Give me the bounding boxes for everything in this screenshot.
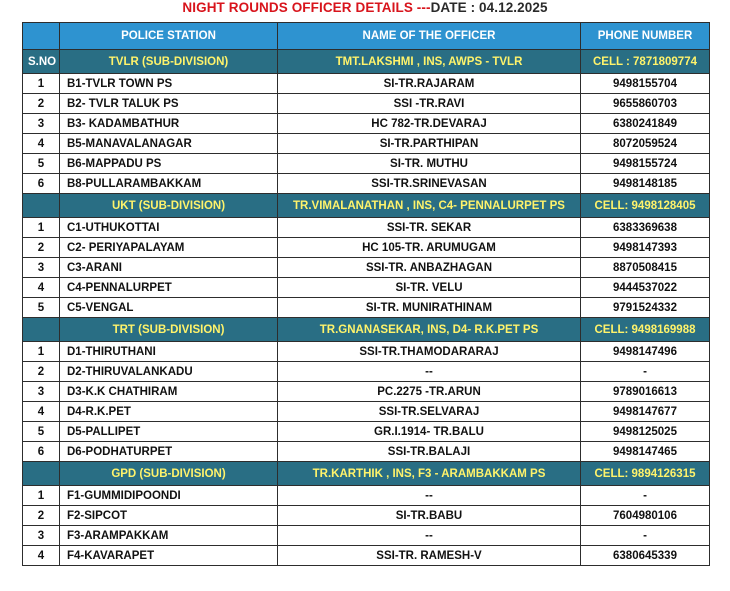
table-row — [23, 402, 710, 422]
table-row — [23, 114, 710, 134]
row-police-station: D3-K.K CHATHIRAM — [60, 382, 278, 402]
row-number: 3 — [23, 258, 60, 278]
table-row — [23, 154, 710, 174]
subdivision-cell: CELL : 7871809774 — [581, 50, 710, 74]
row-number: 2 — [23, 238, 60, 258]
subdivision-name: UKT (SUB-DIVISION) — [60, 194, 278, 218]
row-phone-number: 6380241849 — [581, 114, 710, 134]
row-police-station: B5-MANAVALANAGAR — [60, 134, 278, 154]
row-number: 5 — [23, 422, 60, 442]
row-number: 6 — [23, 174, 60, 194]
row-phone-number: 9498147465 — [581, 442, 710, 462]
page-title — [0, 0, 730, 18]
row-police-station: B2- TVLR TALUK PS — [60, 94, 278, 114]
row-officer-name: SSI-TR. SEKAR — [278, 218, 581, 238]
row-officer-name: SI-TR.BABU — [278, 506, 581, 526]
subdivision-officer: TR.GNANASEKAR, INS, D4- R.K.PET PS — [278, 318, 581, 342]
table-row — [23, 74, 710, 94]
subdivision-row — [23, 462, 710, 486]
row-phone-number: - — [581, 526, 710, 546]
subdivision-officer: TR.KARTHIK , INS, F3 - ARAMBAKKAM PS — [278, 462, 581, 486]
row-phone-number: 9498125025 — [581, 422, 710, 442]
table-row — [23, 546, 710, 566]
row-number: 2 — [23, 362, 60, 382]
row-phone-number: 9498155704 — [581, 74, 710, 94]
row-police-station: C3-ARANI — [60, 258, 278, 278]
row-police-station: B6-MAPPADU PS — [60, 154, 278, 174]
row-number: 5 — [23, 154, 60, 174]
subdivision-name: GPD (SUB-DIVISION) — [60, 462, 278, 486]
table-row — [23, 442, 710, 462]
table-row — [23, 422, 710, 442]
row-officer-name: SSI -TR.RAVI — [278, 94, 581, 114]
row-number: 5 — [23, 298, 60, 318]
table-row — [23, 258, 710, 278]
row-number: 4 — [23, 402, 60, 422]
row-number: 3 — [23, 382, 60, 402]
row-police-station: C2- PERIYAPALAYAM — [60, 238, 278, 258]
row-phone-number: 7604980106 — [581, 506, 710, 526]
row-officer-name: -- — [278, 486, 581, 506]
table-row — [23, 174, 710, 194]
table-row — [23, 506, 710, 526]
header-phone-number: PHONE NUMBER — [581, 23, 710, 50]
subdivision-cell: CELL: 9498128405 — [581, 194, 710, 218]
row-officer-name: SSI-TR.SELVARAJ — [278, 402, 581, 422]
table-row — [23, 362, 710, 382]
row-number: 4 — [23, 134, 60, 154]
row-police-station: F2-SIPCOT — [60, 506, 278, 526]
row-officer-name: SI-TR.RAJARAM — [278, 74, 581, 94]
row-phone-number: 9498148185 — [581, 174, 710, 194]
row-officer-name: -- — [278, 362, 581, 382]
table-row — [23, 134, 710, 154]
row-police-station: B3- KADAMBATHUR — [60, 114, 278, 134]
row-phone-number: 9498147393 — [581, 238, 710, 258]
subdivision-cell: CELL: 9894126315 — [581, 462, 710, 486]
table-row — [23, 218, 710, 238]
table-row — [23, 278, 710, 298]
subdivision-sno — [23, 194, 60, 218]
row-number: 2 — [23, 94, 60, 114]
row-officer-name: SI-TR. MUTHU — [278, 154, 581, 174]
row-police-station: D2-THIRUVALANKADU — [60, 362, 278, 382]
row-police-station: D5-PALLIPET — [60, 422, 278, 442]
row-phone-number: 9498147496 — [581, 342, 710, 362]
table-row — [23, 526, 710, 546]
row-phone-number: 9444537022 — [581, 278, 710, 298]
header-blank — [23, 23, 60, 50]
row-police-station: C4-PENNALURPET — [60, 278, 278, 298]
row-number: 2 — [23, 506, 60, 526]
row-officer-name: -- — [278, 526, 581, 546]
header-officer-name: NAME OF THE OFFICER — [278, 23, 581, 50]
row-officer-name: SI-TR.PARTHIPAN — [278, 134, 581, 154]
subdivision-name: TRT (SUB-DIVISION) — [60, 318, 278, 342]
table-row — [23, 342, 710, 362]
subdivision-row — [23, 50, 710, 74]
row-number: 3 — [23, 526, 60, 546]
row-officer-name: SSI-TR.BALAJI — [278, 442, 581, 462]
subdivision-cell: CELL: 9498169988 — [581, 318, 710, 342]
subdivision-name: TVLR (SUB-DIVISION) — [60, 50, 278, 74]
title-main: NIGHT ROUNDS OFFICER DETAILS --- — [182, 0, 431, 15]
table-row — [23, 298, 710, 318]
row-number: 6 — [23, 442, 60, 462]
table-header-row — [23, 23, 710, 50]
row-phone-number: 9498155724 — [581, 154, 710, 174]
row-officer-name: SSI-TR. RAMESH-V — [278, 546, 581, 566]
row-officer-name: SSI-TR. ANBAZHAGAN — [278, 258, 581, 278]
title-date: DATE : 04.12.2025 — [430, 0, 548, 15]
subdivision-officer: TR.VIMALANATHAN , INS, C4- PENNALURPET PS — [278, 194, 581, 218]
row-officer-name: SSI-TR.THAMODARARAJ — [278, 342, 581, 362]
subdivision-sno: S.NO — [23, 50, 60, 74]
row-number: 4 — [23, 278, 60, 298]
row-phone-number: - — [581, 486, 710, 506]
row-phone-number: 9498147677 — [581, 402, 710, 422]
row-officer-name: HC 782-TR.DEVARAJ — [278, 114, 581, 134]
row-police-station: F3-ARAMPAKKAM — [60, 526, 278, 546]
row-phone-number: 8870508415 — [581, 258, 710, 278]
row-number: 4 — [23, 546, 60, 566]
subdivision-row — [23, 194, 710, 218]
row-phone-number: 9789016613 — [581, 382, 710, 402]
row-number: 1 — [23, 486, 60, 506]
table-row — [23, 238, 710, 258]
row-officer-name: HC 105-TR. ARUMUGAM — [278, 238, 581, 258]
officer-table — [22, 22, 710, 566]
row-police-station: C1-UTHUKOTTAI — [60, 218, 278, 238]
table-row — [23, 94, 710, 114]
row-phone-number: 9791524332 — [581, 298, 710, 318]
table-row — [23, 382, 710, 402]
row-police-station: B8-PULLARAMBAKKAM — [60, 174, 278, 194]
row-phone-number: 6383369638 — [581, 218, 710, 238]
header-police-station: POLICE STATION — [60, 23, 278, 50]
row-police-station: F4-KAVARAPET — [60, 546, 278, 566]
row-number: 1 — [23, 74, 60, 94]
table-row — [23, 486, 710, 506]
row-phone-number: 8072059524 — [581, 134, 710, 154]
row-officer-name: PC.2275 -TR.ARUN — [278, 382, 581, 402]
row-number: 1 — [23, 342, 60, 362]
row-police-station: F1-GUMMIDIPOONDI — [60, 486, 278, 506]
subdivision-sno — [23, 462, 60, 486]
subdivision-sno — [23, 318, 60, 342]
row-phone-number: 9655860703 — [581, 94, 710, 114]
row-phone-number: 6380645339 — [581, 546, 710, 566]
subdivision-row — [23, 318, 710, 342]
row-police-station: C5-VENGAL — [60, 298, 278, 318]
row-number: 3 — [23, 114, 60, 134]
row-police-station: B1-TVLR TOWN PS — [60, 74, 278, 94]
subdivision-officer: TMT.LAKSHMI , INS, AWPS - TVLR — [278, 50, 581, 74]
row-phone-number: - — [581, 362, 710, 382]
row-officer-name: SSI-TR.SRINEVASAN — [278, 174, 581, 194]
row-police-station: D4-R.K.PET — [60, 402, 278, 422]
row-number: 1 — [23, 218, 60, 238]
row-police-station: D1-THIRUTHANI — [60, 342, 278, 362]
row-police-station: D6-PODHATURPET — [60, 442, 278, 462]
row-officer-name: GR.I.1914- TR.BALU — [278, 422, 581, 442]
row-officer-name: SI-TR. VELU — [278, 278, 581, 298]
row-officer-name: SI-TR. MUNIRATHINAM — [278, 298, 581, 318]
